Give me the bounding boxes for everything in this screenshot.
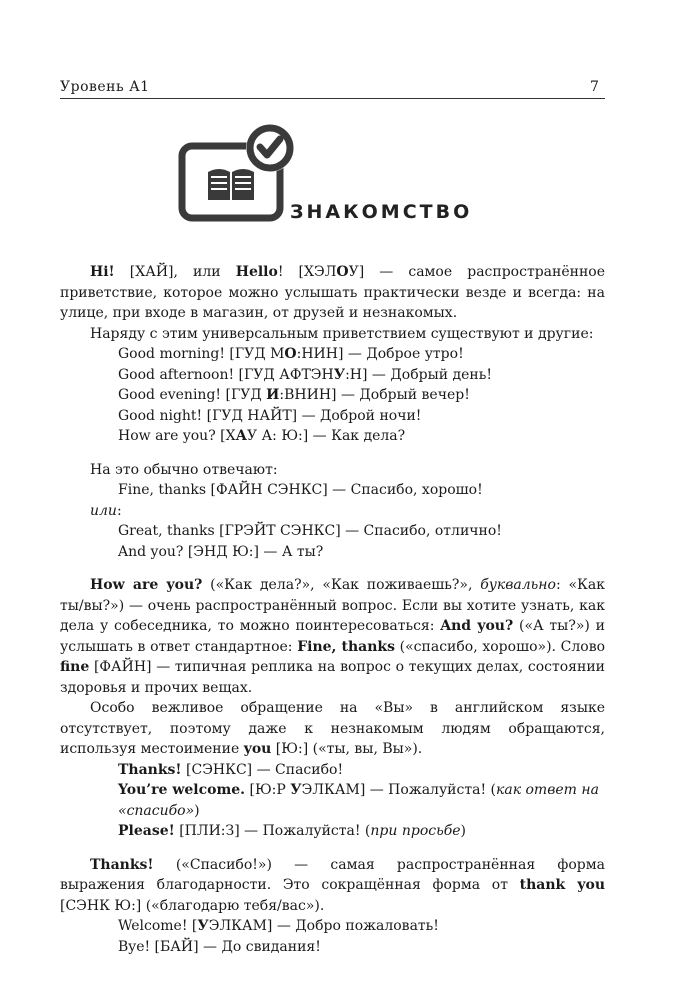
please-line: Please! [ПЛИ:З] — Пожалуйста! (при просьбе) [118, 823, 467, 839]
final-line: Welcome! [УЭЛКАМ] — Добро пожаловать! [118, 918, 439, 934]
greeting-line: Good night! [ГУД НАЙТ] — Доброй ночи! [118, 407, 422, 424]
final-line: Bye! [БАЙ] — До свидания! [118, 938, 321, 955]
page-number: 7 [590, 79, 599, 95]
reply-intro: На это обычно отвечают: [90, 461, 278, 478]
paragraph-thanks: Thanks! («Спасибо!») — самая распространённая форма выражения благодарности. Это сокращённая форма от thank you [СЭНК Ю:] («благодарю тебя/вас»). [60, 856, 606, 914]
greeting-line: Good evening! [ГУД И:ВНИН] — Добрый вечер! [118, 387, 470, 403]
greeting-line: How are you? [ХАУ А: Ю:] — Как дела? [118, 428, 406, 444]
thanks-line: Thanks! [СЭНКС] — Спасибо! [118, 761, 344, 778]
greeting-line: Good morning! [ГУД МО:НИН] — Доброе утро! [118, 346, 464, 362]
paragraph-other-greetings: Наряду с этим универсальным приветствием существуют и другие: [90, 325, 594, 342]
page-body [60, 262, 605, 957]
header-rule [60, 98, 605, 99]
greeting-line: Good afternoon! [ГУД АФТЭНУ:Н] — Добрый день! [118, 366, 492, 383]
running-header-level: Уровень А1 [60, 79, 150, 95]
paragraph-polite-you: Особо вежливое обращение на «Вы» в английском языке отсутствует, поэтому даже к незнакомым людям обращаются, используя местоимение you [Ю:] («ты, вы, Вы»). [60, 700, 605, 757]
or-line: или: [90, 502, 122, 519]
paragraph-how-are-you: How are you? («Как дела?», «Как поживаешь?», буквально: «Как ты/вы?») — очень распространённый вопрос. Если вы хотите узнать, как дела у собеседника, то можно поинтересоваться: And you? («А ты?») и услышать в ответ стандартное: Fine, thanks («спасибо, хорошо»). Слово fine [ФАЙН] — типичная реплика на вопрос о текущих делах, состоянии здоровья и прочих вещах. [60, 577, 605, 696]
reply-line: Fine, thanks [ФАЙН СЭНКС] — Спасибо, хорошо! [118, 482, 483, 498]
welcome-line: You’re welcome. [Ю:Р УЭЛКАМ] — Пожалуйста! (как ответ на «спасибо») [118, 782, 599, 819]
book-checkmark-icon [178, 122, 300, 226]
reply-line: And you? [ЭНД Ю:] — А ты? [118, 543, 324, 560]
reply-line: Great, thanks [ГРЭЙТ СЭНКС] — Спасибо, отлично! [118, 523, 502, 539]
section-title: ЗНАКОМСТВО [290, 201, 473, 223]
paragraph-hi: Hi! [ХАЙ], или Hello! [ХЭЛОУ] — самое распространённое приветствие, которое можно услышать практически везде и всегда: на улице, при входе в магазин, от друзей и незнакомых. [60, 264, 605, 321]
